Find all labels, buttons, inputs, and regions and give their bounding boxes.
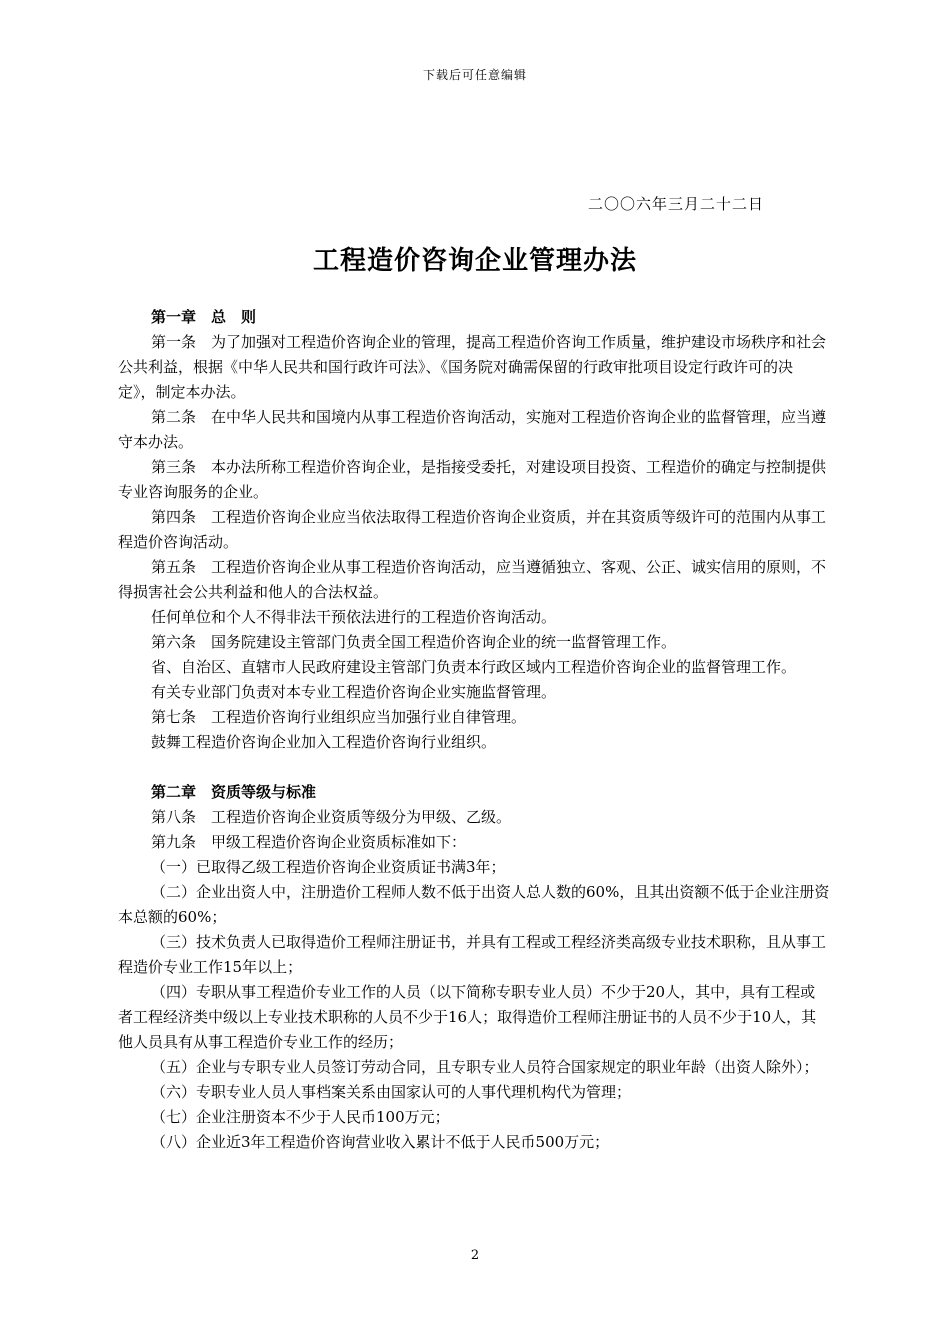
header-note: 下载后可任意编辑 bbox=[422, 68, 527, 82]
article-paragraph: 任何单位和个人不得非法干预依法进行的工程造价咨询活动。 bbox=[151, 608, 557, 626]
chapter-heading: 第一章 总 则 bbox=[151, 308, 257, 326]
article-paragraph: 第二条 在中华人民共和国境内从事工程造价咨询活动，实施对工程造价咨询企业的监督管理，应当遵守本办法。 bbox=[118, 408, 827, 451]
article-paragraph: 第四条 工程造价咨询企业应当依法取得工程造价咨询企业资质，并在其资质等级许可的范围内从事工程造价咨询活动。 bbox=[118, 508, 827, 551]
list-item: （五）企业与专职专业人员签订劳动合同，且专职专业人员符合国家规定的职业年龄（出资人除外）； bbox=[151, 1058, 819, 1076]
list-item: （一）已取得乙级工程造价咨询企业资质证书满3年； bbox=[151, 858, 506, 876]
list-item: （七）企业注册资本不少于人民币100万元； bbox=[151, 1108, 450, 1126]
article-paragraph: 第一条 为了加强对工程造价咨询企业的管理，提高工程造价咨询工作质量，维护建设市场秩序和社会公共利益，根据《中华人民共和国行政许可法》、《国务院对确需保留的行政审批项目设定行政许可的决定》，制定本办法。 bbox=[118, 333, 827, 401]
article-paragraph: 第三条 本办法所称工程造价咨询企业，是指接受委托，对建设项目投资、工程造价的确定与控制提供专业咨询服务的企业。 bbox=[118, 458, 827, 501]
list-item: （二）企业出资人中，注册造价工程师人数不低于出资人总人数的60%，且其出资额不低于企业注册资本总额的60%； bbox=[118, 883, 830, 926]
page-number: 2 bbox=[470, 1248, 480, 1263]
document-body bbox=[118, 305, 830, 1155]
article-paragraph: 第九条 甲级工程造价咨询企业资质标准如下： bbox=[151, 833, 467, 851]
article-paragraph: 第六条 国务院建设主管部门负责全国工程造价咨询企业的统一监督管理工作。 bbox=[151, 633, 677, 651]
article-paragraph: 有关专业部门负责对本专业工程造价咨询企业实施监督管理。 bbox=[151, 683, 557, 701]
document-date: 二〇〇六年三月二十二日 bbox=[588, 195, 765, 213]
list-item: （四）专职从事工程造价专业工作的人员（以下简称专职专业人员）不少于20人，其中，具有工程或者工程经济类中级以上专业技术职称的人员不少于16人；取得造价工程师注册证书的人员不少于10人，其他人员具有从事工程造价专业工作的经历； bbox=[118, 983, 817, 1051]
list-item: （三）技术负责人已取得造价工程师注册证书，并具有工程或工程经济类高级专业技术职称，且从事工程造价专业工作15年以上； bbox=[118, 933, 827, 976]
article-paragraph: 第五条 工程造价咨询企业从事工程造价咨询活动，应当遵循独立、客观、公正、诚实信用的原则，不得损害社会公共利益和他人的合法权益。 bbox=[118, 558, 827, 601]
article-paragraph: 省、自治区、直辖市人民政府建设主管部门负责本行政区域内工程造价咨询企业的监督管理工作。 bbox=[151, 658, 797, 676]
list-item: （六）专职专业人员人事档案关系由国家认可的人事代理机构代为管理； bbox=[151, 1083, 632, 1101]
article-paragraph: 鼓舞工程造价咨询企业加入工程造价咨询行业组织。 bbox=[151, 733, 497, 751]
article-paragraph: 第八条 工程造价咨询企业资质等级分为甲级、乙级。 bbox=[151, 808, 512, 826]
article-paragraph: 第七条 工程造价咨询行业组织应当加强行业自律管理。 bbox=[151, 708, 527, 726]
document-title: 工程造价咨询企业管理办法 bbox=[312, 246, 637, 276]
chapter-heading: 第二章 资质等级与标准 bbox=[151, 783, 317, 801]
list-item: （八）企业近3年工程造价咨询营业收入累计不低于人民币500万元； bbox=[151, 1133, 610, 1151]
